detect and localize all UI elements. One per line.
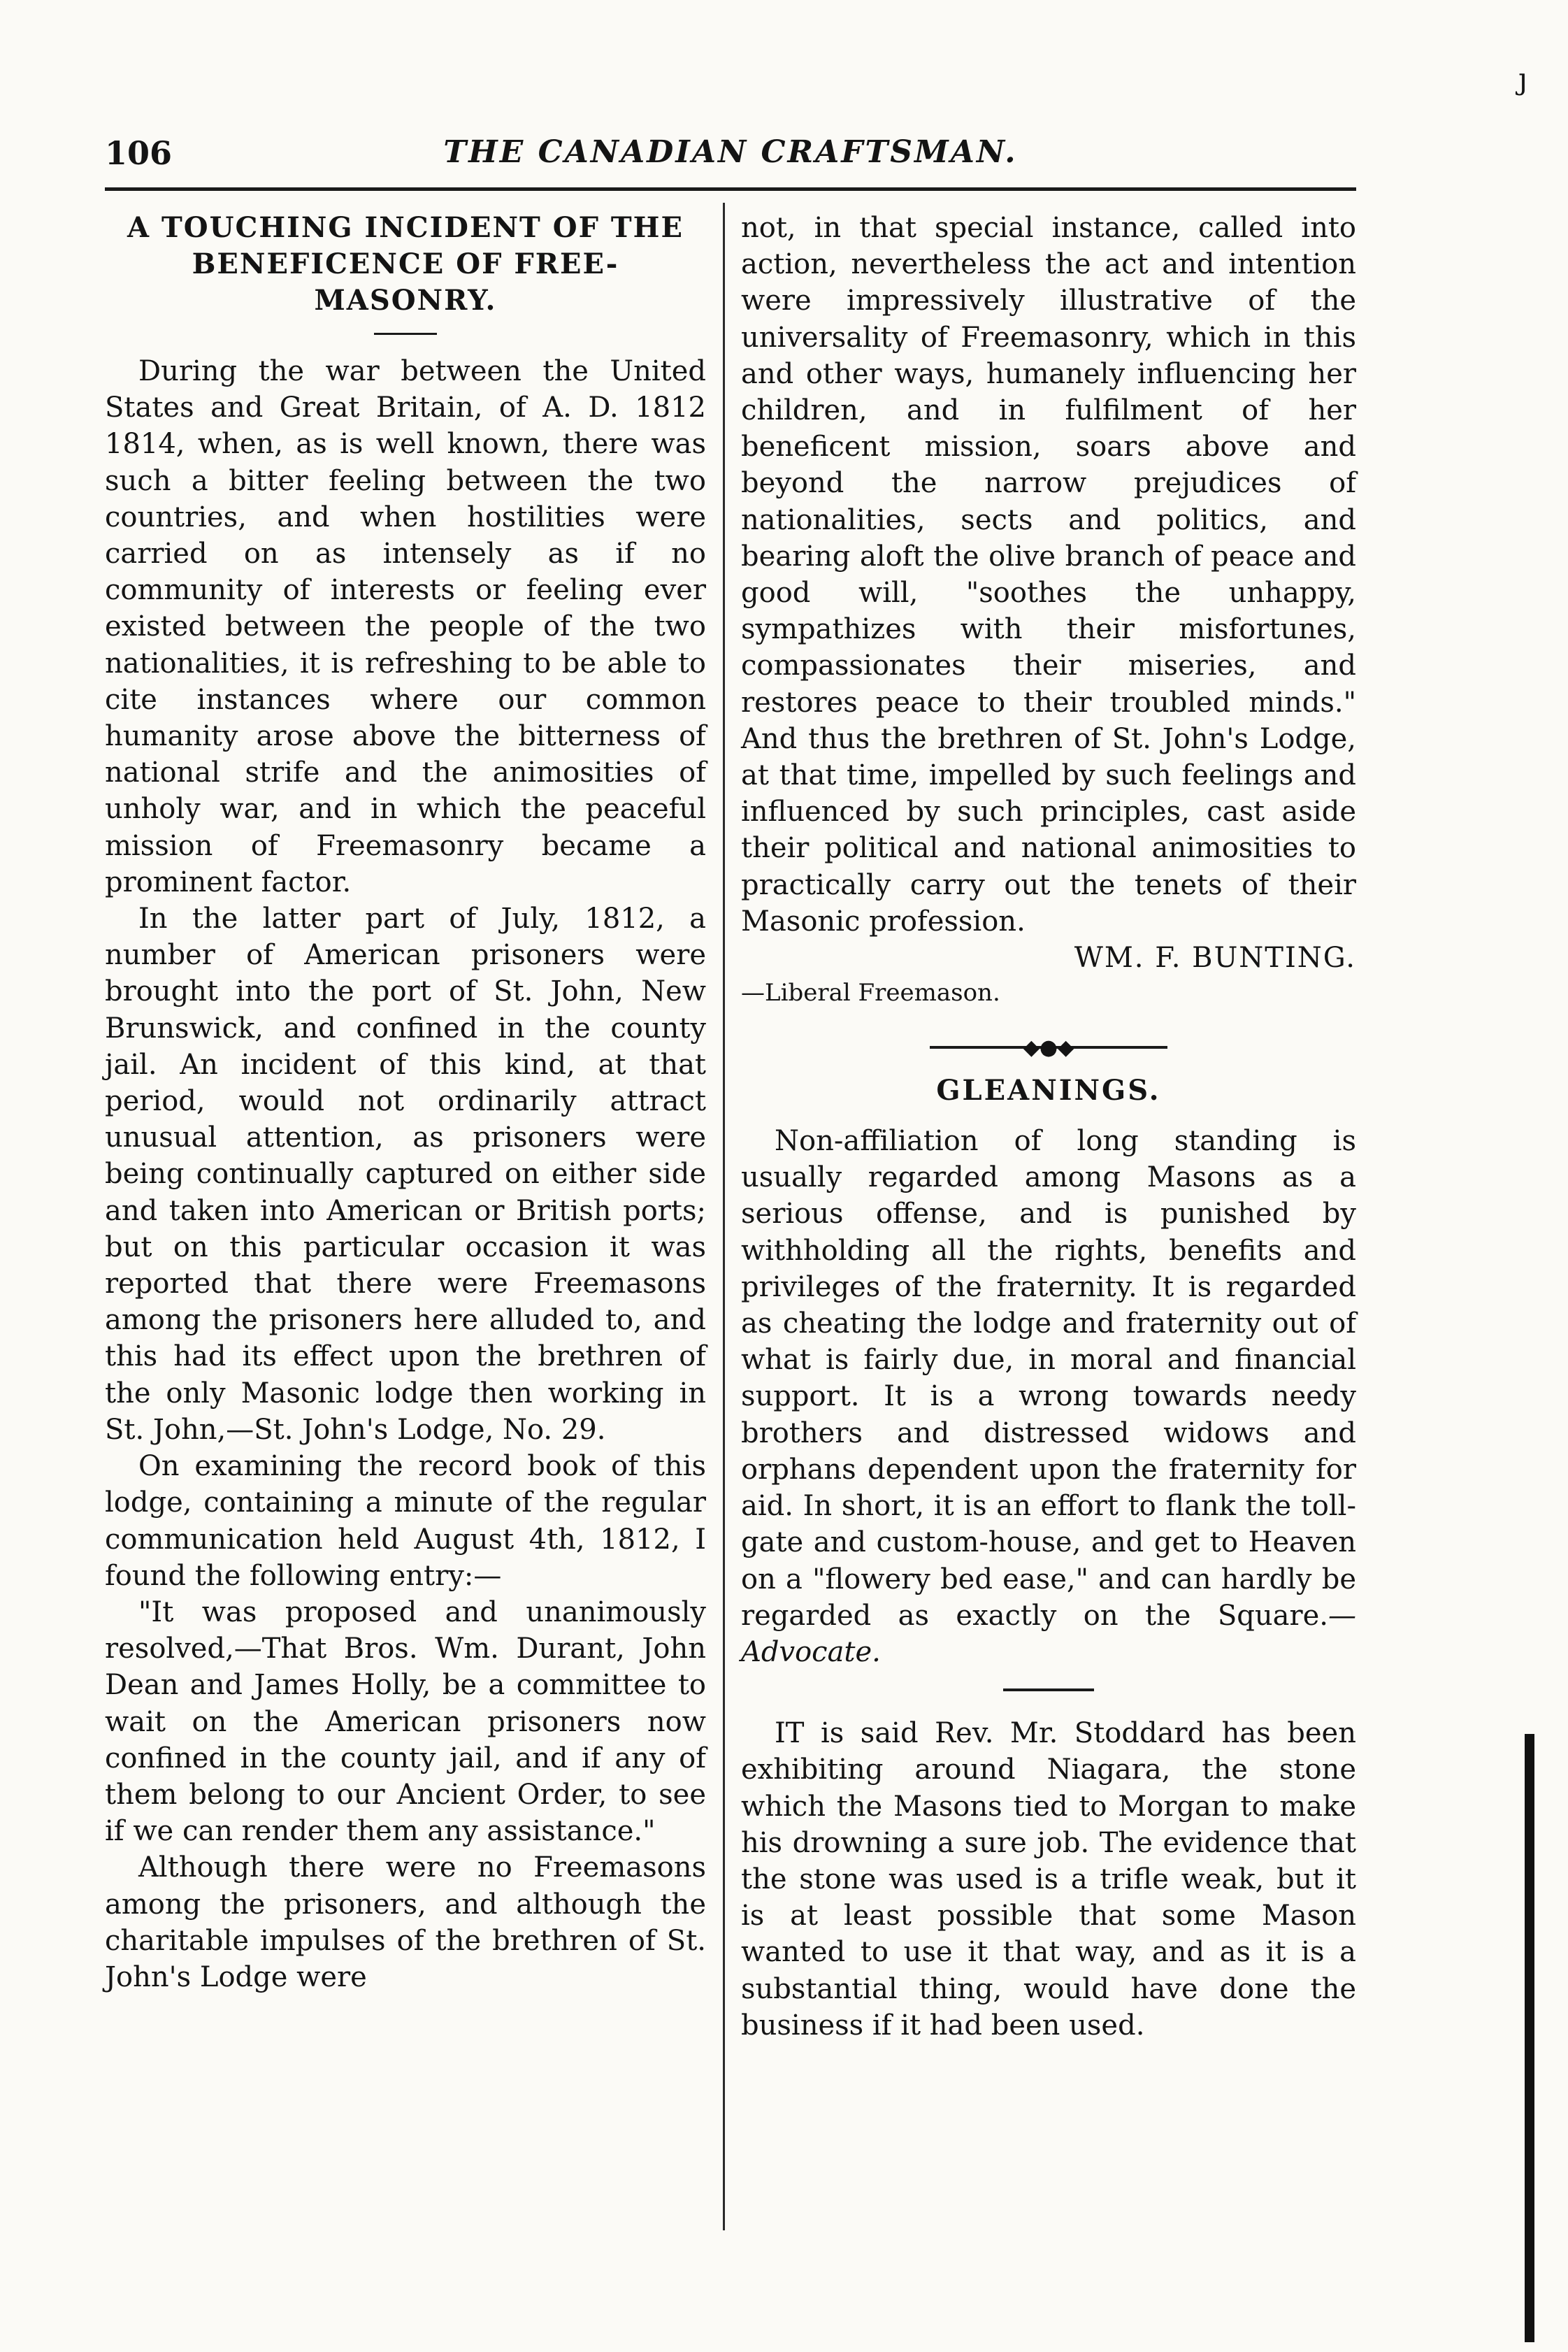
left-column xyxy=(105,210,706,1995)
page-header xyxy=(105,134,1356,183)
article-paragraph-2: In the latter part of July, 1812, a number of American prisoners were brought into the port of St. John, New Brunswick, and confined in the county jail. An incident of this kind, at that period, would not ordinarily attract unusual attention, as prisoners were being continually captured on either side and taken into American or British ports; but on this particular occasion it was reported that there were Freemasons among the prisoners here alluded to, and this had its effect upon the brethren of the only Masonic lodge then working in St. John,—St. John's Lodge, No. 29. xyxy=(105,903,706,1446)
article-paragraph-3: On examining the record book of this lodge, containing a minute of the regular communication held August 4th, 1812, I found the following entry:— xyxy=(105,1450,706,1592)
article-source: —Liberal Freemason. xyxy=(741,979,1000,1008)
gleanings-title: GLEANINGS. xyxy=(936,1074,1161,1107)
column-divider xyxy=(723,203,725,2230)
header-rule xyxy=(105,187,1356,191)
article-continuation: not, in that special instance, called into action, nevertheless the act and intention were impressively illustrative of the universality of Freemasonry, which in this and other ways, humanely influencing her children, and in fulfilment of her beneficent mission, soars above and beyond the narrow prejudices of nationalities, sects and politics, and bearing aloft the olive branch of peace and good will, "soothes the unhappy, sympathizes with their misfortunes, compassionates their miseries, and restores peace to their troubled minds." And thus the brethren of St. John's Lodge, at that time, impelled by such feelings and influenced by such principles, cast aside their political and national animosities to practically carry out the tenets of their Masonic profession. xyxy=(741,212,1356,938)
article-paragraph-4: "It was proposed and unanimously resolved,—That Bros. Wm. Durant, John Dean and James Holly, be a committee to wait on the American prisoners now confined in the county jail, and if any of them belong to our Ancient Order, to see if we can render them any assistance." xyxy=(105,1596,706,1848)
article-signature: WM. F. BUNTING. xyxy=(1074,942,1356,975)
running-title: THE CANADIAN CRAFTSMAN. xyxy=(443,134,1018,170)
gleaning-item-1-source: —Advocate. xyxy=(741,1599,1356,1668)
page-edge-bar xyxy=(1525,1734,1534,2342)
right-column xyxy=(741,210,1356,2044)
article-paragraph-5: Although there were no Freemasons among the prisoners, and although the charitable impulses of the brethren of St. John's Lodge were xyxy=(105,1851,706,1993)
article-paragraph-1: During the war between the United States and Great Britain, of A. D. 1812 1814, when, as is well known, there was such a bitter feeling between the two countries, and when hostilities were carried on as intensely as if no community of interests or feeling ever existed between the people of the two nationalities, it is refreshing to be able to cite instances where our common humanity arose above the bitterness of national strife and the animosities of unholy war, and in which the peaceful mission of Freemasonry became a prominent factor. xyxy=(105,355,706,898)
section-separator xyxy=(741,1026,1356,1068)
article-title: A TOUCHING INCIDENT OF THE BENEFICENCE OF FREE-MASONRY. xyxy=(127,211,684,317)
page-number: 106 xyxy=(105,134,173,172)
gleaning-item-2: IT is said Rev. Mr. Stoddard has been exhibiting around Niagara, the stone which the Masons tied to Morgan to make his drowning a sure job. The evidence that the stone was used is a trifle weak, but it is at least possible that some Mason wanted to use it that way, and as it is a substantial thing, would have done the business if it had been used. xyxy=(741,1717,1356,2042)
gleaning-item-1 xyxy=(741,1123,1356,1670)
separator-ornament: ◆●◆ xyxy=(1023,1035,1074,1061)
title-rule xyxy=(374,333,437,335)
gleaning-item-1-text: Non-affiliation of long standing is usually regarded among Masons as a serious offense, and is punished by withholding all the rights, benefits and privileges of the fraternity. It is regarded as cheating the lodge and fraternity out of what is fairly due, in moral and financial support. It is a wrong towards needy brothers and distressed widows and orphans dependent upon the fraternity for aid. In short, it is an effort to flank the toll-gate and custom-house, and get to Heaven on a "flowery bed ease," and can hardly be regarded as exactly on the Square. xyxy=(741,1125,1356,1632)
item-separator xyxy=(1003,1688,1094,1691)
edge-mark: ȷ xyxy=(1518,62,1527,96)
